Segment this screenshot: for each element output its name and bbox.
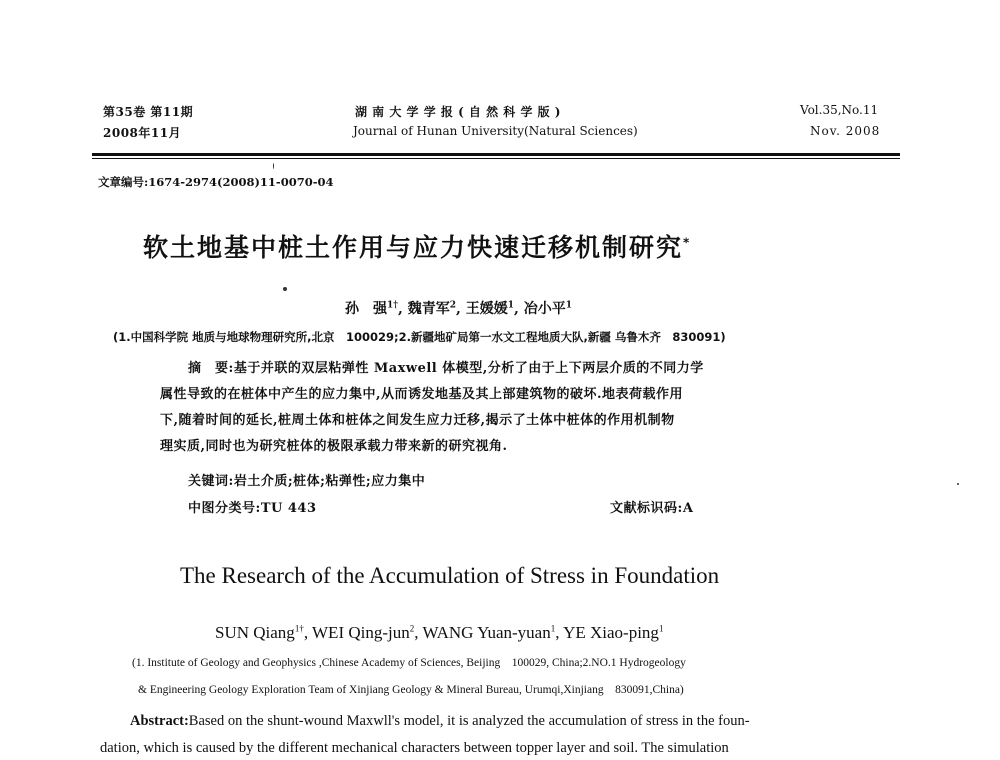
header-rule-thick: [92, 153, 900, 156]
volume-issue-cn: 第35卷 第11期: [103, 105, 194, 119]
article-id: 文章编号:1674-2974(2008)11-0070-04: [98, 175, 334, 189]
abstract-cn-label: 摘 要:: [188, 361, 234, 376]
abstract-en-line: dation, which is caused by the different mechanical characters between topper layer and soil. The simulation: [100, 740, 729, 756]
title-en: The Research of the Accumulation of Stress in Foundation: [180, 563, 720, 588]
header-rule-thin: [92, 158, 900, 159]
author-cn: 孙 强$^{1\dagger}$,: [345, 300, 403, 317]
title-cn: [143, 228, 691, 264]
author-cn: 王媛媛$^1$,: [465, 300, 519, 317]
abstract-cn-line: 摘 要:基于并联的双层粘弹性 Maxwell 体模型,分析了由于上下两层介质的不同力学: [188, 361, 704, 376]
author-en: WEI Qing-jun$^2$,: [312, 623, 423, 642]
title-cn-text: 软土地基中桩土作用与应力快速迁移机制研究: [143, 233, 684, 262]
doc-code-value: A: [682, 501, 694, 516]
keywords-value: 岩土介质;桩体;粘弹性;应力集中: [233, 474, 426, 489]
scan-speck: [957, 483, 959, 485]
clc-label: 中图分类号:: [188, 501, 261, 516]
abstract-en-label: Abstract:: [130, 713, 189, 729]
author-en: SUN Qiang$^{1\dagger}$,: [215, 623, 313, 642]
affiliation-en-line1: (1. Institute of Geology and Geophysics ,Chinese Academy of Sciences, Beijing 100029, China;2.NO.1 Hydrogeology: [132, 657, 686, 669]
doc-code-label: 文献标识码:: [610, 501, 683, 516]
title-footnote-mark: *: [683, 235, 692, 250]
abstract-cn-line: 下,随着时间的延长,桩周土体和桩体之间发生应力迁移,揭示了土体中桩体的作用机制物: [160, 413, 675, 428]
author-en: YE Xiao-ping$^1$: [563, 623, 664, 642]
date-cn: 2008年11月: [103, 126, 182, 140]
volume-issue-en: Vol.35,No.11: [800, 103, 879, 117]
clc-value: TU 443: [260, 501, 317, 516]
abstract-en-line: Abstract:Based on the shunt-wound Maxwll's model, it is analyzed the accumulation of stress in the foun-: [130, 713, 750, 729]
author-cn: 冶小平$^1$: [523, 300, 573, 317]
keywords-label: 关键词:: [188, 474, 234, 489]
document-code: [610, 497, 693, 516]
journal-name-en: Journal of Hunan University(Natural Sciences): [353, 124, 638, 138]
authors-en: [215, 623, 663, 643]
authors-cn: [345, 298, 572, 318]
date-en: Nov. 2008: [810, 124, 881, 138]
scan-speck: [283, 287, 287, 291]
classification-number: [188, 497, 317, 516]
keywords-cn: [188, 470, 425, 489]
affiliation-cn: (1.中国科学院 地质与地球物理研究所,北京 100029;2.新疆地矿局第一水文工程地质大队,新疆 乌鲁木齐 830091): [113, 330, 726, 344]
author-en: WANG Yuan-yuan$^1$,: [422, 623, 564, 642]
abstract-cn-line: 属性导致的在桩体中产生的应力集中,从而诱发地基及其上部建筑物的破坏.地表荷载作用: [160, 387, 684, 402]
author-cn: 魏青军$^2$,: [407, 300, 461, 317]
abstract-cn-line: 理实质,同时也为研究桩体的极限承载力带来新的研究视角.: [160, 439, 508, 454]
journal-name-cn: 湖 南 大 学 学 报 ( 自 然 科 学 版 ): [355, 105, 561, 119]
scan-speck: [273, 163, 274, 169]
affiliation-en-line2: & Engineering Geology Exploration Team of Xinjiang Geology & Mineral Bureau, Urumqi,Xinjiang 830091,China): [138, 684, 684, 696]
